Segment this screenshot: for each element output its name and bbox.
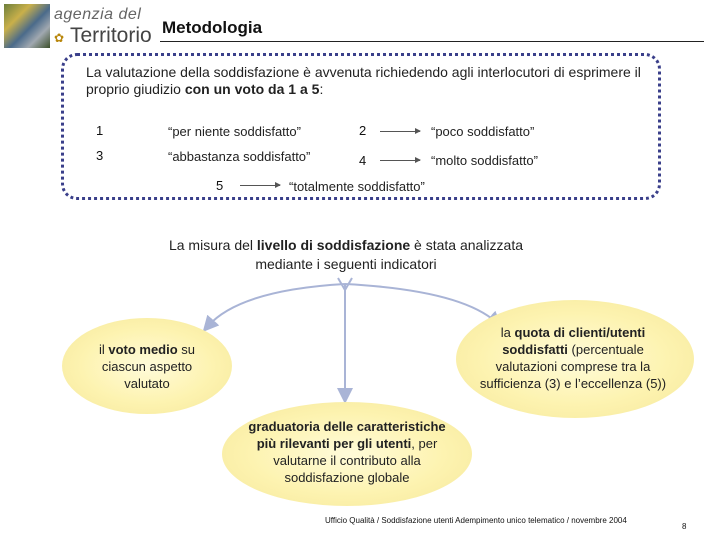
- left-tail: su ciascun aspetto valutato: [101, 342, 196, 391]
- scale-number-4: 4: [359, 153, 367, 168]
- indicator-share-text: [478, 324, 668, 392]
- scale-label-2: “poco soddisfatto”: [431, 124, 535, 139]
- left-emphasis: voto medio: [108, 342, 178, 357]
- page-number: 8: [682, 522, 687, 531]
- connector-to-right: [345, 284, 496, 322]
- scale-number-3: 3: [96, 148, 104, 163]
- intro-emphasis: con un voto da 1 a 5: [184, 81, 320, 97]
- footer-note: Ufficio Qualità / Soddisfazione utenti Adempimento unico telematico / novembre 2004: [325, 516, 627, 525]
- bottom-emphasis: graduatoria delle caratteristiche più rilevanti per gli utenti: [248, 419, 446, 451]
- logo-line-2: Territorio: [70, 24, 152, 47]
- scale-label-3: “abbastanza soddisfatto”: [168, 149, 311, 164]
- scale-label-4: “molto soddisfatto”: [431, 153, 538, 168]
- logo-emblem-icon: ✿: [54, 31, 65, 45]
- left-text: il: [98, 342, 109, 357]
- lead-tail: è stata analizzata mediante i seguenti indicatori: [255, 237, 524, 272]
- right-emphasis: quota di clienti/utenti soddisfatti: [502, 325, 646, 357]
- page-title: Metodologia: [162, 18, 263, 37]
- bottom-tail: , per valutarne il contributo alla soddisfazione globale: [273, 436, 438, 485]
- indicator-average-text: [78, 341, 216, 392]
- scale-number-1: 1: [96, 123, 104, 138]
- right-text: la: [500, 325, 515, 340]
- scale-number-2: 2: [359, 123, 367, 138]
- scale-number-5: 5: [216, 178, 224, 193]
- intro-text: La valutazione della soddisfazione è avvenuta richiedendo agli interlocutori di esprimere il proprio giudizio: [86, 64, 641, 97]
- lead-text: La misura del: [168, 237, 257, 253]
- intro-tail: :: [319, 81, 324, 97]
- lead-emphasis: livello di soddisfazione: [256, 237, 411, 253]
- scale-label-5: “totalmente soddisfatto”: [289, 179, 425, 194]
- logo-line-1: agenzia del: [54, 6, 142, 23]
- connector-to-left: [208, 284, 345, 326]
- right-tail: (percentuale valutazioni comprese tra la sufficienza (3) e l’eccellenza (5)): [479, 342, 667, 391]
- scale-label-1: “per niente soddisfatto”: [168, 124, 301, 139]
- indicator-ranking-text: [238, 418, 456, 486]
